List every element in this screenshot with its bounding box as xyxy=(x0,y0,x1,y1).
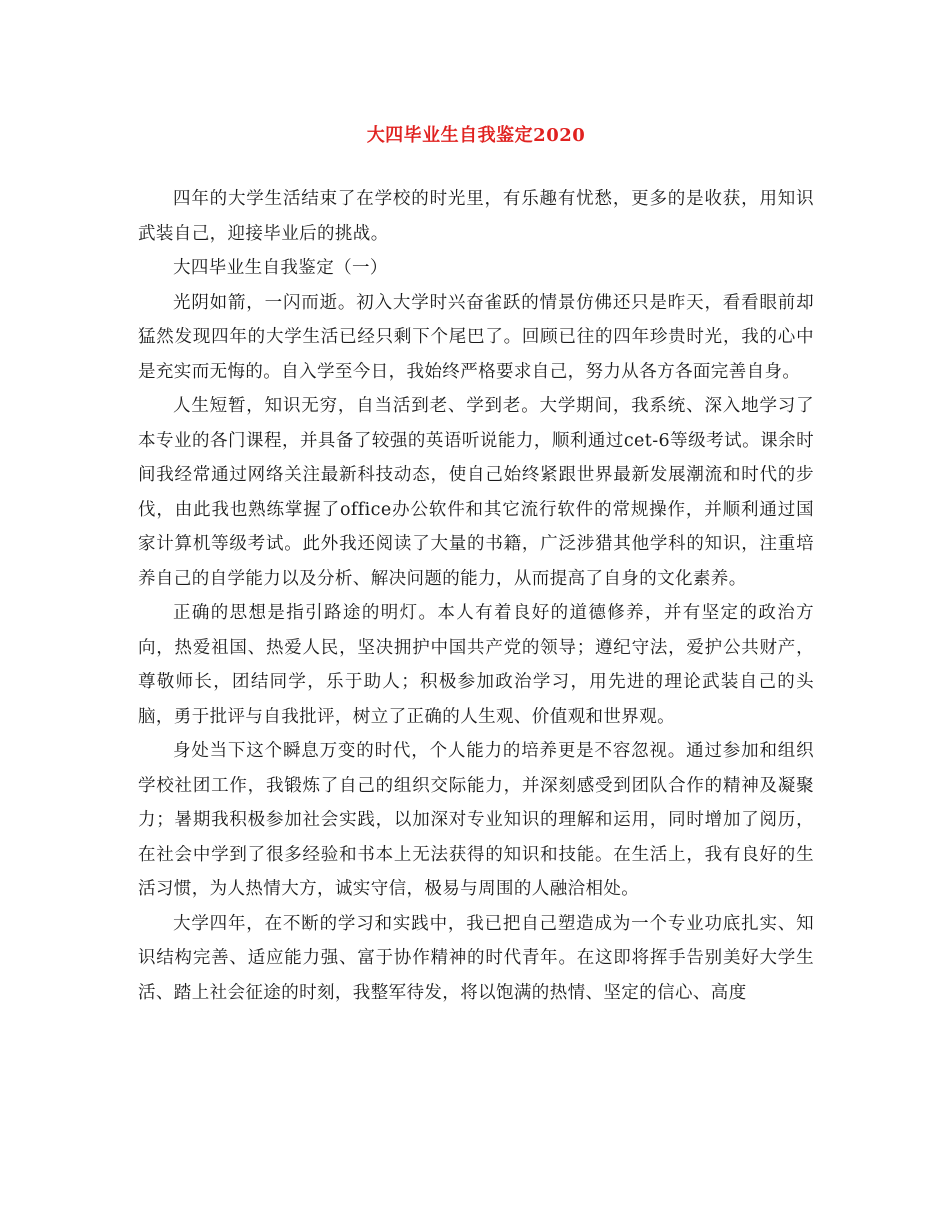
document-title: 大四毕业生自我鉴定2020 xyxy=(366,125,586,146)
document-body xyxy=(138,182,814,1010)
body-paragraph: 人生短暂，知识无穷，自当活到老、学到老。大学期间，我系统、深入地学习了本专业的各门课程，并具备了较强的英语听说能力，顺利通过cet-6等级考试。课余时间我经常通过网络关注最新科技动态，使自己始终紧跟世界最新发展潮流和时代的步伐，由此我也熟练掌握了office办公软件和其它流行软件的常规操作，并顺利通过国家计算机等级考试。此外我还阅读了大量的书籍，广泛涉猎其他学科的知识，注重培养自己的自学能力以及分析、解决问题的能力，从而提高了自身的文化素养。 xyxy=(138,396,814,589)
body-paragraph: 身处当下这个瞬息万变的时代，个人能力的培养更是不容忽视。通过参加和组织学校社团工作，我锻炼了自己的组织交际能力，并深刻感受到团队合作的精神及凝聚力；暑期我积极参加社会实践，以加深对专业知识的理解和运用，同时增加了阅历，在社会中学到了很多经验和书本上无法获得的知识和技能。在生活上，我有良好的生活习惯，为人热情大方，诚实守信，极易与周围的人融洽相处。 xyxy=(138,741,814,899)
body-paragraph: 正确的思想是指引路途的明灯。本人有着良好的道德修养，并有坚定的政治方向，热爱祖国、热爱人民，坚决拥护中国共产党的领导；遵纪守法，爱护公共财产，尊敬师长，团结同学，乐于助人；积极参加政治学习，用先进的理论武装自己的头脑，勇于批评与自我批评，树立了正确的人生观、价值观和世界观。 xyxy=(138,603,814,727)
document-page xyxy=(138,0,814,1010)
intro-paragraph: 四年的大学生活结束了在学校的时光里，有乐趣有忧愁，更多的是收获，用知识武装自己，迎接毕业后的挑战。 xyxy=(138,189,814,244)
body-paragraph: 光阴如箭，一闪而逝。初入大学时兴奋雀跃的情景仿佛还只是昨天，看看眼前却猛然发现四年的大学生活已经只剩下个尾巴了。回顾已往的四年珍贵时光，我的心中是充实而无悔的。自入学至今日，我始终严格要求自己，努力从各方各面完善自身。 xyxy=(138,292,814,382)
body-paragraph: 大学四年，在不断的学习和实践中，我已把自己塑造成为一个专业功底扎实、知识结构完善、适应能力强、富于协作精神的时代青年。在这即将挥手告别美好大学生活、踏上社会征途的时刻，我整军待发，将以饱满的热情、坚定的信心、高度 xyxy=(138,913,814,1003)
section-heading: 大四毕业生自我鉴定（一） xyxy=(173,258,388,278)
